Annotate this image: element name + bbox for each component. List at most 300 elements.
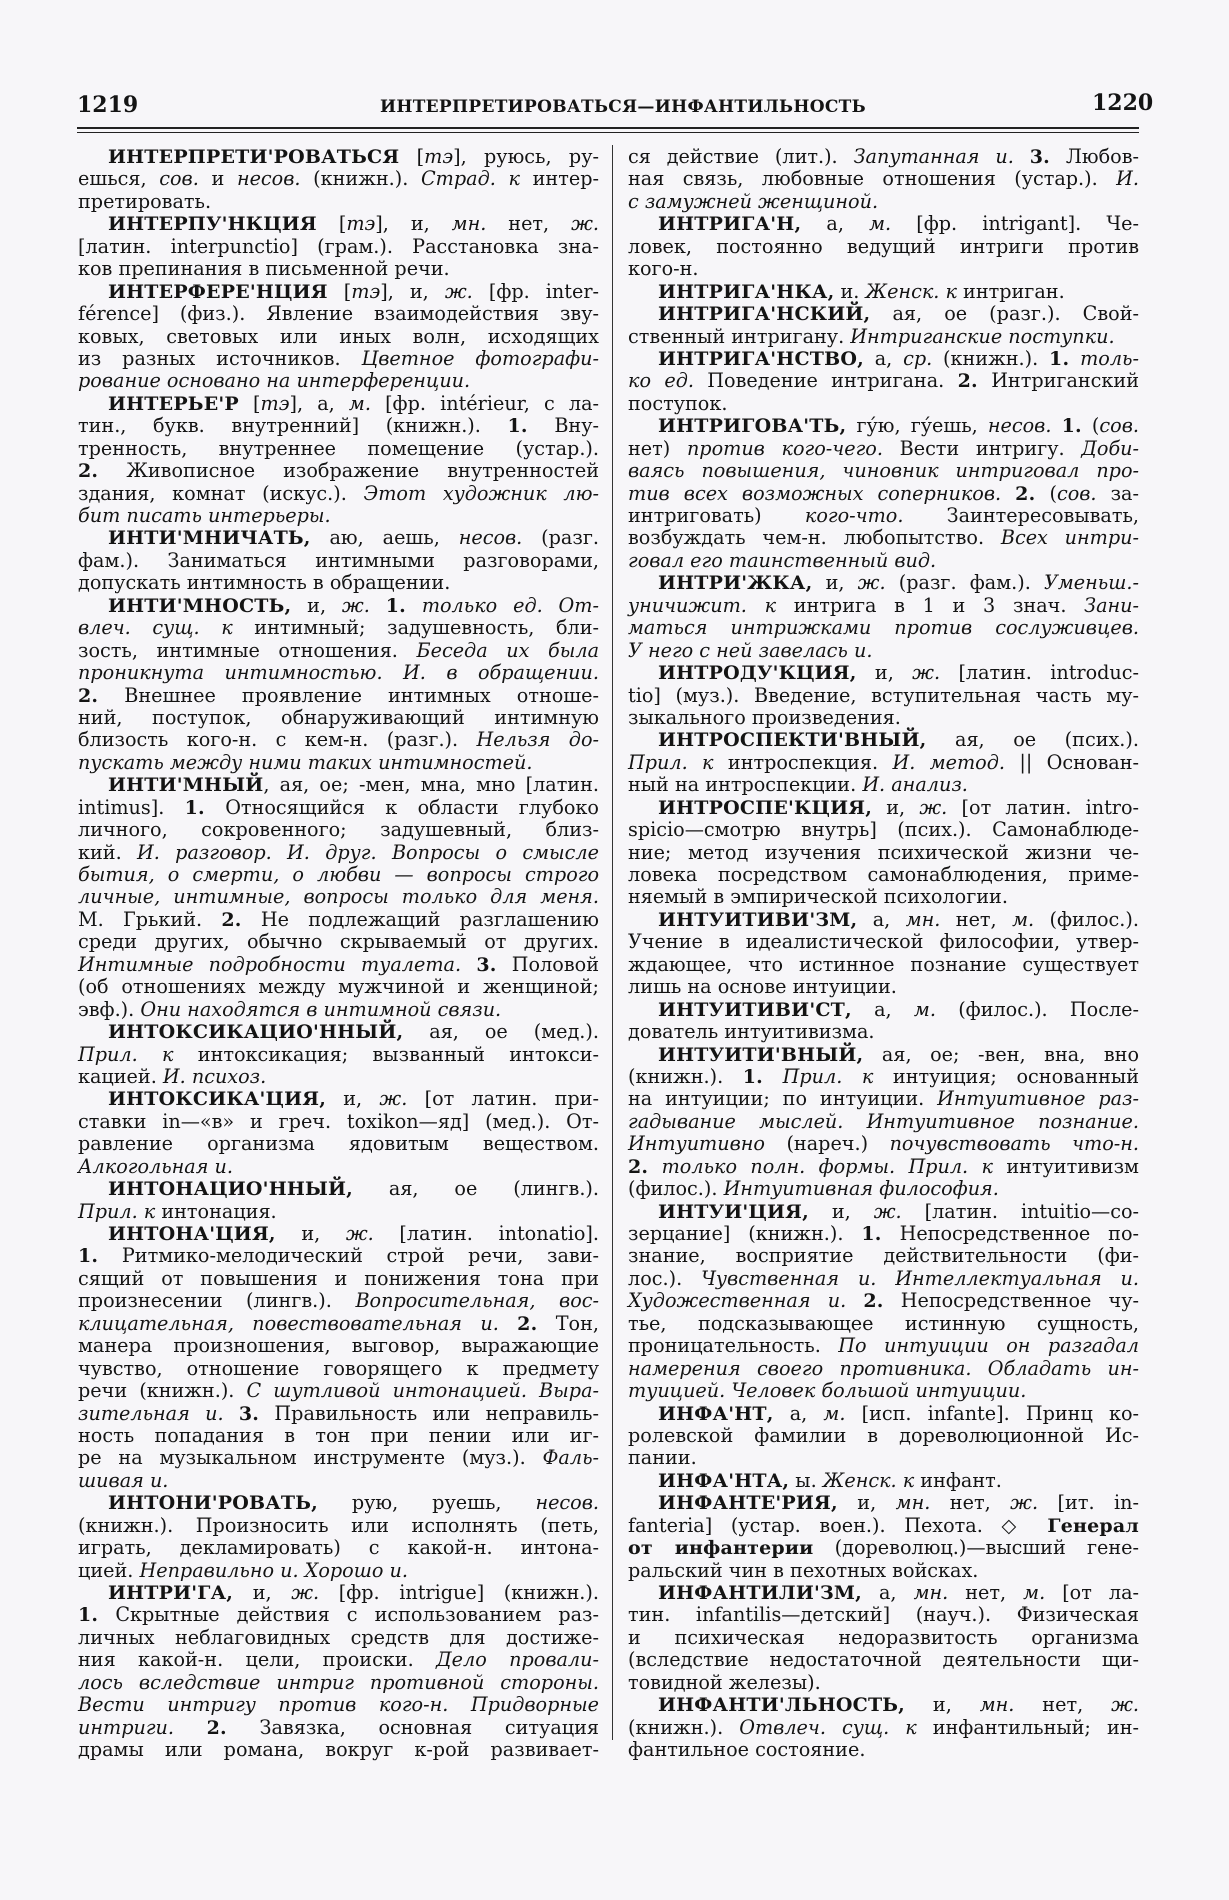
italic-run: Интуитивно xyxy=(628,1132,765,1156)
italic-run: Они находятся в интимной связи. xyxy=(140,997,502,1021)
text-line xyxy=(78,819,599,841)
text-line xyxy=(78,1245,599,1267)
text-run xyxy=(406,594,422,617)
bold-run: 2. xyxy=(628,1155,649,1178)
text-run: эвф.). xyxy=(78,997,141,1021)
bold-run: ИНТРОДУ'КЦИЯ, xyxy=(658,662,857,685)
text-run: и, xyxy=(837,1491,896,1515)
italic-run: Алкогольная и. xyxy=(78,1154,234,1178)
text-run: Ритмико-мелодический строй речи, зави- xyxy=(98,1244,599,1268)
italic-run: тэ xyxy=(346,212,376,236)
text-run: ая, ое (лингв.). xyxy=(353,1177,599,1201)
text-run: а, xyxy=(863,346,904,370)
text-line xyxy=(78,617,599,639)
entry-headline xyxy=(628,999,1139,1021)
bold-run: Генерал xyxy=(1047,1514,1139,1537)
italic-run: тэ xyxy=(424,145,454,168)
bold-run: ИНТЕРПРЕТИ'РОВАТЬСЯ xyxy=(108,146,400,168)
bold-run: ИНТРИГА'Н, xyxy=(658,213,802,236)
text-run: Тон, xyxy=(537,1311,599,1335)
text-line xyxy=(628,1021,1139,1043)
text-line xyxy=(628,1717,1139,1739)
text-line xyxy=(78,1717,599,1739)
text-run: драмы или романа, вокруг к-рой развивает- xyxy=(78,1738,599,1762)
text-run: [фр. intrigue] (книжн.). xyxy=(319,1581,599,1604)
italic-run: м. xyxy=(913,997,936,1021)
text-run: за- xyxy=(1096,481,1139,505)
text-run: поступок. xyxy=(628,391,728,415)
text-line xyxy=(628,1313,1139,1335)
bold-run: ИНФАНТИЛИ'ЗМ, xyxy=(658,1582,862,1604)
italic-run: маться интрижками против сослуживцев. xyxy=(628,616,1139,640)
text-run: и. xyxy=(834,279,866,303)
italic-run: м. xyxy=(1023,1581,1046,1604)
bold-run: 3. xyxy=(1029,146,1050,168)
entry-headline xyxy=(78,146,599,168)
text-run: цией. xyxy=(78,1558,140,1582)
text-run: [от ла- xyxy=(1045,1581,1139,1604)
italic-run: По интуиции он разгадал xyxy=(838,1334,1139,1358)
text-run: ( xyxy=(1081,414,1100,438)
text-run: ая, ое; -вен, вна, вно xyxy=(863,1042,1139,1066)
italic-run: интриги. xyxy=(78,1715,207,1739)
bold-run: ИНТРОСПЕКТИ'ВНЫЙ, xyxy=(658,729,927,752)
italic-run: бит писать интерьеры. xyxy=(78,504,331,527)
italic-run: несов. xyxy=(987,414,1052,438)
text-run: фам.). Заниматься интимными разговорами, xyxy=(78,548,599,572)
italic-run: Фаль- xyxy=(542,1446,599,1470)
text-line xyxy=(628,864,1139,886)
text-line xyxy=(628,640,1139,662)
text-run: интуиция; основанный xyxy=(873,1064,1139,1088)
text-line xyxy=(78,1358,599,1380)
italic-run: Этот художник лю- xyxy=(363,481,599,505)
italic-run: Страд. к xyxy=(421,167,520,191)
italic-run: тэ xyxy=(260,391,290,415)
text-run: Интриганский xyxy=(977,369,1139,393)
bold-run: ИНТРИГА'НСТВО, xyxy=(658,347,864,370)
text-run: и, xyxy=(326,1087,380,1111)
text-line xyxy=(78,685,599,707)
text-line xyxy=(78,797,599,819)
text-line xyxy=(78,1470,599,1492)
italic-run: сов. xyxy=(1099,414,1139,438)
text-run: ая, ое (разг.). Свой- xyxy=(870,302,1139,326)
text-run: (книжн.). xyxy=(300,167,421,191)
italic-run: ж. xyxy=(857,571,886,595)
text-run: ние; метод изучения психической жизни че- xyxy=(628,840,1139,864)
text-run: претировать. xyxy=(78,189,212,213)
page-number-left: 1219 xyxy=(77,92,139,118)
entry-headline xyxy=(78,281,599,303)
text-line xyxy=(78,550,599,572)
text-line xyxy=(78,1672,599,1694)
text-run: рую, руешь, xyxy=(317,1491,536,1515)
italic-run: м. xyxy=(1012,907,1035,931)
text-line xyxy=(78,236,599,258)
italic-run: гадывание мыслей. Интуитивное познание. xyxy=(628,1109,1139,1133)
text-run: а, xyxy=(851,997,914,1021)
italic-run: шивая и. xyxy=(78,1468,169,1492)
bold-run: ИНТРИГА'НКА, xyxy=(658,280,835,303)
bold-run: 3. xyxy=(476,953,497,976)
bold-run: 1. xyxy=(1049,347,1070,370)
text-run: Любов- xyxy=(1050,145,1139,168)
bold-run: ИНТУИТИВИ'СТ, xyxy=(658,998,852,1021)
text-line xyxy=(78,1425,599,1447)
italic-run: ж. xyxy=(291,1581,320,1604)
text-line xyxy=(628,1111,1139,1133)
italic-run: влеч. сущ. к xyxy=(78,616,233,640)
italic-run: У него с ней завелась и. xyxy=(628,638,873,662)
italic-run: мн. xyxy=(451,212,487,236)
text-run: [от латин. при- xyxy=(407,1087,599,1111)
italic-run: Художественная и. xyxy=(628,1289,864,1313)
text-run: [латин. introduc- xyxy=(940,661,1139,685)
text-run: [фр. intrigant]. Че- xyxy=(891,212,1139,236)
bold-run: 1. xyxy=(385,594,406,617)
italic-run: тив всех возможных соперников. xyxy=(628,481,1016,505)
text-run: ( xyxy=(1035,481,1057,505)
text-run: [от латин. intro- xyxy=(947,795,1139,819)
text-line xyxy=(78,1313,599,1335)
italic-run: Женск. к xyxy=(865,279,957,303)
text-run: (об отношениях между мужчиной и женщиной; xyxy=(78,975,599,999)
text-run: лос.). xyxy=(628,1266,702,1290)
text-run: товидной железы). xyxy=(628,1670,821,1694)
italic-run: ж. xyxy=(341,593,370,617)
text-run: зыкального произведения. xyxy=(628,705,901,729)
text-line xyxy=(78,1335,599,1357)
text-line xyxy=(628,1088,1139,1110)
text-run: Завязка, основная ситуация xyxy=(226,1715,599,1739)
italic-run: ко ед. xyxy=(628,369,694,393)
text-line xyxy=(78,1044,599,1066)
text-run: [ит. in- xyxy=(1038,1491,1140,1515)
text-line xyxy=(78,752,599,774)
text-run: интуитивизм xyxy=(992,1154,1139,1178)
bold-run: 2. xyxy=(206,1716,227,1739)
text-line xyxy=(628,191,1139,213)
text-run: зость, интимные отношения. xyxy=(78,638,417,662)
text-line xyxy=(628,1178,1139,1200)
text-run: [ xyxy=(327,279,352,303)
text-run: ролевской фамилии в дореволюционной Ис- xyxy=(628,1423,1139,1447)
text-line xyxy=(628,505,1139,527)
bold-run: ИНТИ'МНИЧАТЬ, xyxy=(108,527,311,550)
text-run: Относящийся к области глубоко xyxy=(204,795,599,819)
text-run: [фр. inter- xyxy=(472,279,600,303)
text-line xyxy=(78,931,599,953)
italic-run: Вести интригу против кого-н. Придворные xyxy=(78,1693,599,1717)
bold-run: ИНТРИ'ЖКА, xyxy=(658,572,813,595)
text-line xyxy=(78,1649,599,1671)
text-run: гу́ю, гу́ешь, xyxy=(846,414,988,438)
text-run: равление организма ядовитым веществом. xyxy=(78,1132,599,1156)
text-run: чувство, отношение говорящего к предмету xyxy=(78,1356,599,1380)
text-run: интрига в 1 и 3 знач. xyxy=(776,593,1085,617)
entry-headline xyxy=(628,348,1139,370)
bold-run: 1. xyxy=(78,1245,99,1268)
italic-run: Нельзя до- xyxy=(476,728,599,752)
bold-run: ИНТУИТИ'ВНЫЙ, xyxy=(658,1043,864,1066)
text-run: ая, ое (мед.). xyxy=(403,1020,599,1044)
text-run: Вну- xyxy=(527,414,599,438)
italic-run: Женск. к xyxy=(822,1468,915,1492)
text-run: ловека посредством самонаблюдения, приме- xyxy=(628,863,1139,886)
text-line xyxy=(78,864,599,886)
text-run: ния какой-н. цели, происки. xyxy=(78,1648,437,1672)
text-run: ловек, постоянно ведущий интриги против xyxy=(628,234,1139,258)
text-line xyxy=(78,1403,599,1425)
text-run: здания, комнат (искус.). xyxy=(78,481,364,505)
italic-run: только полн. формы. Прил. к xyxy=(661,1154,993,1178)
bold-run: ИНФА'НТА, xyxy=(658,1469,790,1492)
text-line xyxy=(628,550,1139,572)
text-line xyxy=(628,931,1139,953)
italic-run: ж. xyxy=(345,1222,374,1245)
italic-run: ср. xyxy=(903,346,933,370)
bold-run: ИНТОКСИКА'ЦИЯ, xyxy=(108,1088,327,1111)
text-line xyxy=(628,842,1139,864)
text-run: ], а, xyxy=(289,391,349,415)
text-run: ральский чин в пехотных войсках. xyxy=(628,1558,979,1582)
italic-run: бытия, о смерти, о любви — вопросы строго xyxy=(78,863,599,886)
italic-run: м. xyxy=(348,391,371,415)
text-run: spicio—смотрю внутрь] (псих.). Самонаблюде- xyxy=(628,818,1139,842)
text-run: и, xyxy=(291,593,342,617)
text-run xyxy=(1069,347,1080,370)
text-line xyxy=(628,617,1139,639)
entry-headline xyxy=(628,662,1139,684)
bold-run: ИНТОНА'ЦИЯ, xyxy=(108,1223,276,1245)
text-run: личных неблаговидных средств для достиже- xyxy=(78,1625,599,1649)
text-run: близость кого-н. с кем-н. (разг.). xyxy=(78,728,477,752)
text-run: ая, ое (псих.). xyxy=(926,728,1139,752)
bold-run: 1. xyxy=(507,415,528,438)
header-rule-thin xyxy=(77,132,1139,133)
entry-headline xyxy=(78,774,599,796)
text-run: среди других, обычно скрываемый от других. xyxy=(78,930,599,954)
entry-headline xyxy=(78,1223,599,1245)
text-run: [фр. intérieur, с ла- xyxy=(370,391,599,415)
entry-headline xyxy=(78,1178,599,1200)
text-run: личного, сокровенного; задушевный, близ- xyxy=(78,818,599,842)
text-run: ], и, xyxy=(375,212,452,236)
text-line xyxy=(628,707,1139,729)
text-run: и, xyxy=(275,1222,346,1245)
text-run: Вести интригу. xyxy=(882,436,1082,460)
italic-run: намерения своего противника. Обладать ин- xyxy=(628,1356,1139,1380)
text-run: ность попадания в тон при пении или иг- xyxy=(78,1423,599,1447)
bold-run: ИНТРИГОВА'ТЬ, xyxy=(658,415,847,438)
text-run xyxy=(370,594,386,617)
entry-headline xyxy=(628,572,1139,594)
entry-headline xyxy=(628,213,1139,235)
text-run: интимный; задушевность, бли- xyxy=(232,616,599,640)
italic-run: И. разговор. И. друг. Вопросы о смысле xyxy=(137,840,599,864)
italic-run: Прил. к xyxy=(782,1064,874,1088)
bold-run: 2. xyxy=(221,908,242,931)
bold-run: ИНТОНИ'РОВАТЬ, xyxy=(108,1492,318,1515)
text-line xyxy=(628,1739,1139,1761)
text-run: и, xyxy=(808,1199,874,1223)
text-line xyxy=(78,886,599,908)
italic-run: И. анализ. xyxy=(862,773,968,797)
text-line xyxy=(628,1447,1139,1469)
italic-run: м. xyxy=(823,1401,846,1425)
text-run: ся действие (лит.). xyxy=(628,145,854,168)
text-run: (разг. xyxy=(522,526,599,550)
italic-run: зительная и. xyxy=(78,1401,239,1425)
italic-run: проникнута интимностью. И. в обращении. xyxy=(78,661,599,685)
bold-run: 2. xyxy=(1015,482,1036,505)
text-line xyxy=(628,1627,1139,1649)
text-run xyxy=(648,1155,661,1178)
text-line xyxy=(78,662,599,684)
bold-run: ИНТИ'МНЫЙ xyxy=(108,774,264,797)
text-run: [латин. intuitio—со- xyxy=(901,1199,1140,1223)
italic-run: личные, интимные, вопросы только для меня. xyxy=(78,885,599,909)
italic-run: только ед. От- xyxy=(421,593,599,617)
italic-run: уничижит. к xyxy=(628,593,777,617)
text-run: манера произношения, выговор, выражающие xyxy=(78,1334,599,1358)
italic-run: Доби- xyxy=(1081,436,1139,460)
text-line xyxy=(78,326,599,348)
text-run: на интуиции; по интуиции. xyxy=(628,1087,938,1111)
text-line xyxy=(628,326,1139,348)
text-run: а, xyxy=(861,1581,914,1604)
italic-run: ж. xyxy=(1111,1693,1140,1717)
entry-headline xyxy=(78,1492,599,1514)
text-run: Учение в идеалистической философии, утвер- xyxy=(628,930,1139,954)
text-line xyxy=(78,303,599,325)
text-line xyxy=(78,460,599,482)
text-run: (филос.). xyxy=(1034,907,1139,931)
text-line xyxy=(628,1425,1139,1447)
bold-run: 1. xyxy=(861,1223,882,1245)
text-run: аю, аешь, xyxy=(310,526,459,550)
text-run: а, xyxy=(857,907,906,931)
text-run: Заинтересовывать, xyxy=(903,504,1139,527)
italic-run: мн. xyxy=(979,1693,1015,1717)
text-run: [ xyxy=(399,145,425,168)
page-number-right: 1220 xyxy=(1092,90,1154,116)
bold-run: 3. xyxy=(238,1402,260,1425)
text-line xyxy=(628,1604,1139,1626)
text-run: нет, xyxy=(486,212,572,236)
text-run: тье, подсказывающее истинную сущность, xyxy=(628,1311,1139,1335)
italic-run: Цветное фотографи- xyxy=(361,346,599,370)
text-run: речи (книжн.). xyxy=(78,1379,247,1403)
bold-run: 1. xyxy=(184,796,205,819)
text-line xyxy=(628,236,1139,258)
text-line xyxy=(628,1245,1139,1267)
bold-run: 2. xyxy=(78,684,99,707)
text-run: нет, xyxy=(930,1491,1011,1515)
text-run: и, xyxy=(233,1581,292,1604)
text-line xyxy=(628,1335,1139,1357)
text-run: возбуждать чем-н. любопытство. xyxy=(628,526,1001,550)
text-run: нет, xyxy=(948,1581,1024,1604)
bold-run: 1. xyxy=(1061,415,1082,438)
text-run: ков препинания в письменной речи. xyxy=(78,257,450,281)
text-run: Скрытные действия с использованием раз- xyxy=(98,1603,599,1627)
column-left xyxy=(78,146,599,1762)
text-run: ешься, xyxy=(78,167,160,191)
text-run: ставки in—«в» и греч. toxikon—яд] (мед.). От- xyxy=(78,1109,599,1133)
italic-run: ж. xyxy=(912,661,941,685)
italic-run: тэ xyxy=(351,279,381,303)
bold-run: 2. xyxy=(863,1290,884,1313)
bold-run: ИНФАНТИ'ЛЬНОСТЬ, xyxy=(658,1694,905,1717)
text-run: инфант. xyxy=(914,1468,1002,1492)
text-run: играть, декламировать) с какой-н. интона- xyxy=(78,1536,599,1560)
text-run: ковых, световых или иных волн, исходящих xyxy=(78,324,599,348)
text-run: а, xyxy=(773,1401,824,1425)
italic-run: ж. xyxy=(873,1199,902,1223)
text-line xyxy=(628,483,1139,505)
text-line xyxy=(628,1515,1139,1537)
text-line xyxy=(78,191,599,213)
bold-run: ИНТРИ'ГА, xyxy=(108,1582,234,1604)
bold-run: ИНТРИГА'НСКИЙ, xyxy=(658,303,871,326)
text-line xyxy=(628,1223,1139,1245)
text-line xyxy=(628,258,1139,280)
text-run: и, xyxy=(856,661,913,685)
text-run: интроспекция. xyxy=(713,750,893,774)
text-line xyxy=(628,146,1139,168)
text-run: (филос.). xyxy=(628,1177,724,1201)
text-run: ждающее, что истинное познание существует xyxy=(628,952,1139,976)
text-run: [исп. infante]. Принц ко- xyxy=(845,1401,1139,1425)
text-line xyxy=(78,258,599,280)
bold-run: ИНТРОСПЕ'КЦИЯ, xyxy=(658,796,873,819)
bold-run: ИНТЕРПУ'НКЦИЯ xyxy=(108,213,317,236)
text-run: и, xyxy=(872,795,920,819)
italic-run: Всех интри- xyxy=(1000,526,1139,550)
text-run: проницательность. xyxy=(628,1334,839,1358)
italic-run: туицией. Человек большой интуиции. xyxy=(628,1379,1027,1403)
text-run: , ая, ое; -мен, мна, мно [латин. xyxy=(263,773,599,797)
running-title: ИНТЕРПРЕТИРОВАТЬСЯ—ИНФАНТИЛЬНОСТЬ xyxy=(380,97,866,117)
italic-run: Прил. к xyxy=(78,1042,174,1066)
text-line xyxy=(78,1156,599,1178)
text-run: пании. xyxy=(628,1446,697,1470)
text-line xyxy=(628,1380,1139,1402)
text-run: [ xyxy=(238,391,261,415)
italic-run: против кого-чего. xyxy=(686,436,883,460)
entry-headline xyxy=(628,1201,1139,1223)
text-run: интонация. xyxy=(155,1199,277,1223)
italic-run: Интриганские поступки. xyxy=(850,324,1115,348)
italic-run: И. xyxy=(1116,167,1139,191)
text-line xyxy=(628,393,1139,415)
bold-run: ИНФА'НТ, xyxy=(658,1402,774,1425)
text-run: инфантильный; ин- xyxy=(916,1715,1139,1739)
bold-run: ИНФАНТЕ'РИЯ, xyxy=(658,1492,838,1515)
italic-run: клицательная, повествовательная и. xyxy=(78,1311,518,1335)
text-line xyxy=(628,460,1139,482)
text-line xyxy=(628,527,1139,549)
text-line xyxy=(628,438,1139,460)
text-run: и, xyxy=(905,1693,980,1717)
italic-run: Беседа их была xyxy=(416,638,600,662)
text-line xyxy=(628,168,1139,190)
text-run xyxy=(1051,414,1061,437)
text-run: tio] (муз.). Введение, вступительная часть му- xyxy=(628,683,1139,707)
text-run: ний, поступок, обнаруживающий интимную xyxy=(78,705,599,729)
